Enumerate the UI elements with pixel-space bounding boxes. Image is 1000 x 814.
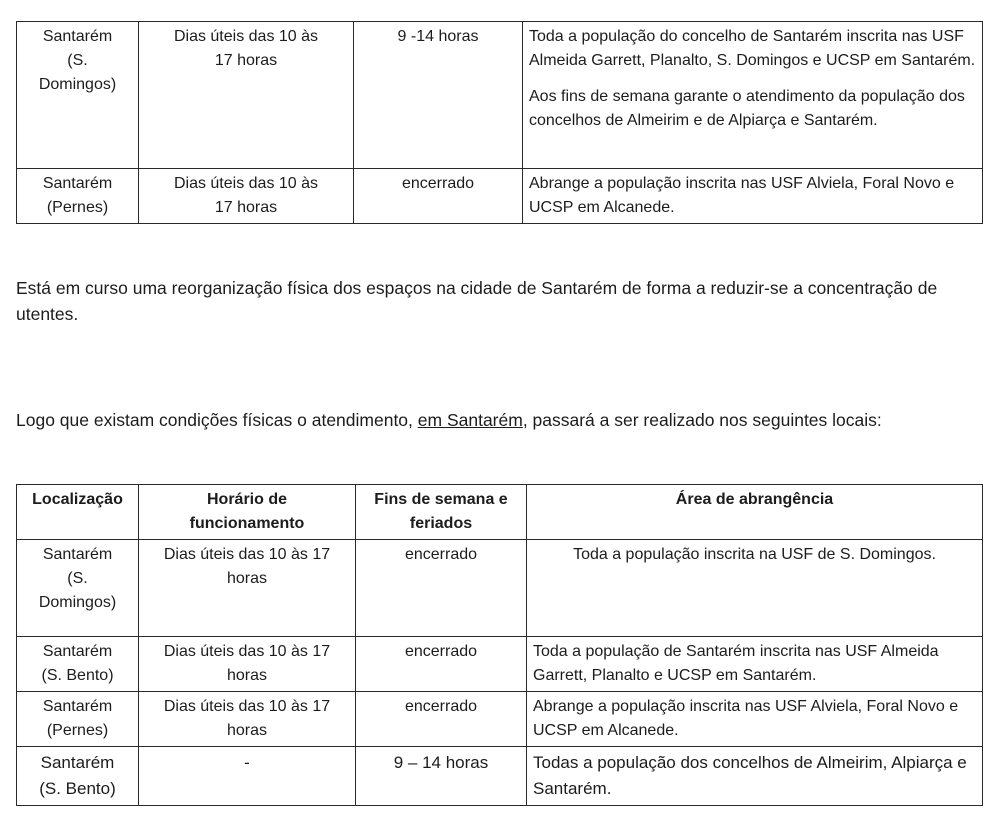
hours-line: Dias úteis das 10 às 17 [163, 698, 331, 715]
header-hours [139, 485, 356, 540]
area-cell: Toda a população de Santarém inscrita nas USF Almeida Garrett, Planalto e UCSP em Santarém. [527, 637, 983, 692]
table-row [17, 22, 983, 169]
hours-line: horas [226, 667, 268, 684]
area-cell [523, 22, 983, 169]
hours-line: 17 horas [214, 199, 278, 216]
table-row [17, 169, 983, 224]
area-cell: Abrange a população inscrita nas USF Alviela, Foral Novo e UCSP em Alcanede. [523, 169, 983, 224]
location-line: Santarém [40, 753, 115, 772]
hours-cell [139, 692, 356, 747]
hours-cell: - [139, 747, 356, 806]
location-cell [17, 637, 139, 692]
hours-cell [139, 22, 354, 169]
header-line: feriados [409, 515, 473, 532]
intro-text-before: Logo que existam condições físicas o atendimento, [16, 410, 418, 430]
location-line: Santarém [42, 546, 113, 563]
hours-line: Dias úteis das 10 às 17 [163, 546, 331, 563]
hours-line: horas [226, 570, 268, 587]
header-line: Horário de [206, 491, 287, 508]
area-paragraph: Toda a população do concelho de Santarém inscrita nas USF Almeida Garrett, Planalto, S. Domingos e UCSP em Santarém. [529, 28, 976, 69]
location-cell [17, 747, 139, 806]
table-row [17, 692, 983, 747]
reorganization-paragraph: Está em curso uma reorganização física dos espaços na cidade de Santarém de forma a reduzir-se a concentração de utentes. [16, 278, 938, 324]
table-row [17, 540, 983, 637]
hours-line: Dias úteis das 10 às [173, 175, 319, 192]
header-location: Localização [17, 485, 139, 540]
header-line: funcionamento [189, 515, 305, 532]
location-line: Santarém [42, 28, 113, 45]
area-cell: Todas a população dos concelhos de Almeirim, Alpiarça e Santarém. [527, 747, 983, 806]
area-cell: Abrange a população inscrita nas USF Alviela, Foral Novo e UCSP em Alcanede. [527, 692, 983, 747]
table-header-row [17, 485, 983, 540]
location-line: Santarém [42, 175, 113, 192]
weekend-cell: encerrado [356, 540, 527, 637]
area-cell: Toda a população inscrita na USF de S. Domingos. [527, 540, 983, 637]
location-cell [17, 540, 139, 637]
table-row [17, 637, 983, 692]
location-cell [17, 22, 139, 169]
weekend-cell: encerrado [354, 169, 523, 224]
hours-cell [139, 637, 356, 692]
hours-line: horas [226, 722, 268, 739]
area-paragraph: Aos fins de semana garante o atendimento da população dos concelhos de Almeirim e de Alpiarça e Santarém. [529, 88, 965, 129]
location-line: (S. [67, 52, 88, 69]
hours-cell [139, 540, 356, 637]
location-line: Domingos) [38, 76, 117, 93]
new-locations-table [16, 484, 983, 806]
header-weekend [356, 485, 527, 540]
header-area: Área de abrangência [527, 485, 983, 540]
new-locations-intro-paragraph [16, 407, 988, 433]
hours-cell [139, 169, 354, 224]
hours-line: Dias úteis das 10 às 17 [163, 643, 331, 660]
intro-text-after: , passará a ser realizado nos seguintes locais: [522, 410, 882, 430]
paragraph-gap [529, 73, 976, 85]
location-line: Santarém [42, 698, 113, 715]
location-line: (S. Bento) [39, 779, 116, 798]
current-locations-table [16, 21, 983, 224]
location-line: Santarém [42, 643, 113, 660]
weekend-cell: encerrado [356, 637, 527, 692]
location-line: (Pernes) [46, 199, 109, 216]
location-line: (S. Bento) [41, 667, 114, 684]
hours-line: 17 horas [214, 52, 278, 69]
table-row [17, 747, 983, 806]
location-cell [17, 169, 139, 224]
weekend-cell: 9 – 14 horas [356, 747, 527, 806]
intro-text-underlined: em Santarém [417, 410, 523, 430]
location-cell [17, 692, 139, 747]
hours-line: Dias úteis das 10 às [173, 28, 319, 45]
location-line: Domingos) [38, 594, 117, 611]
location-line: (Pernes) [46, 722, 109, 739]
header-line: Fins de semana e [374, 491, 508, 508]
location-line: (S. [67, 570, 88, 587]
weekend-cell: encerrado [356, 692, 527, 747]
weekend-cell: 9 -14 horas [354, 22, 523, 169]
